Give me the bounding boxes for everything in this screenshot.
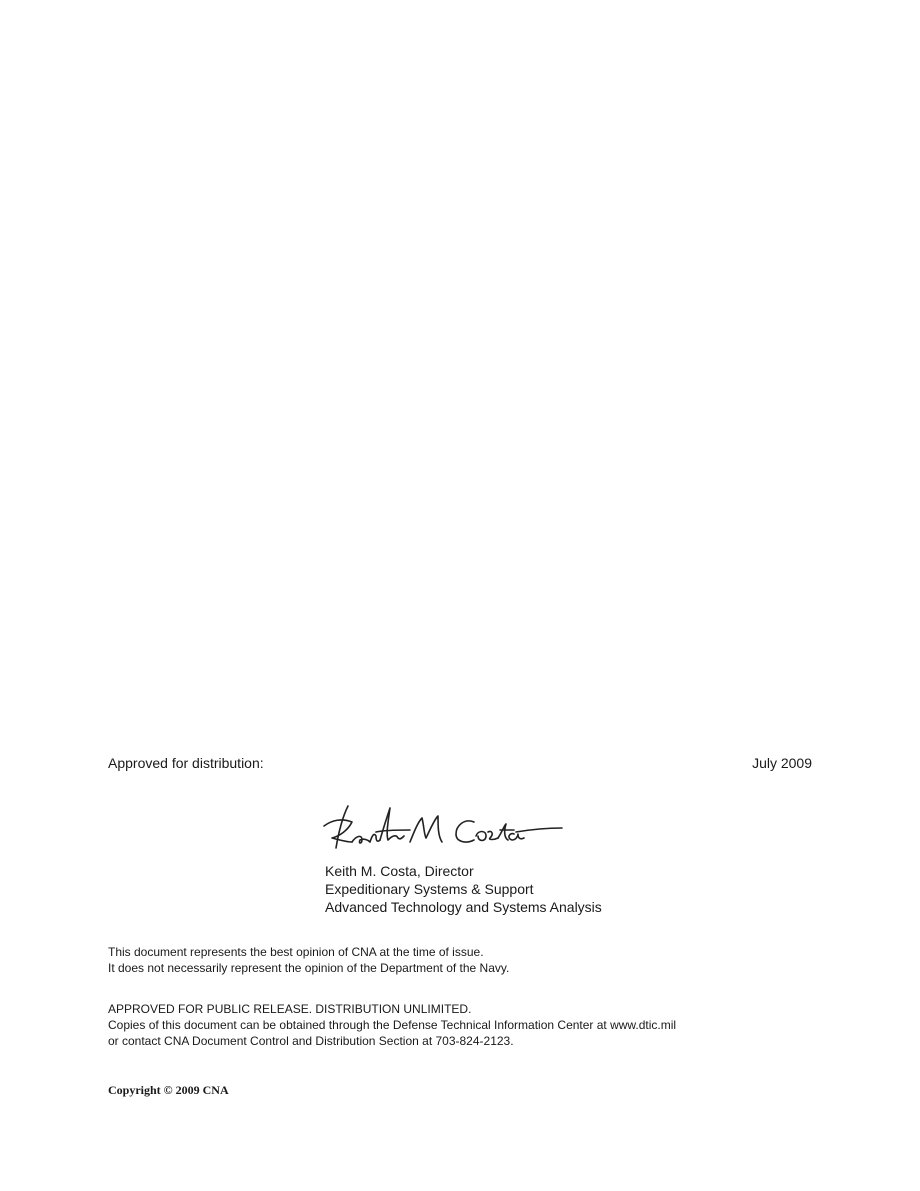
- copyright: Copyright © 2009 CNA: [108, 1083, 229, 1097]
- disclaimer: [108, 944, 509, 976]
- release-line-2: Copies of this document can be obtained through the Defense Technical Information Center at www.dtic.mil: [108, 1018, 677, 1032]
- signer-name-title: Keith M. Costa, Director: [325, 863, 474, 879]
- approval-label: Approved for distribution:: [108, 755, 264, 771]
- approval-date: July 2009: [752, 755, 812, 771]
- release-line-3: or contact CNA Document Control and Distribution Section at 703-824-2123.: [108, 1034, 514, 1048]
- release-line-1: APPROVED FOR PUBLIC RELEASE. DISTRIBUTION UNLIMITED.: [108, 1002, 472, 1016]
- disclaimer-line-1: This document represents the best opinion of CNA at the time of issue.: [108, 945, 484, 959]
- signature-image: [318, 796, 568, 858]
- disclaimer-line-2: It does not necessarily represent the opinion of the Department of the Navy.: [108, 961, 510, 975]
- approval-row: [108, 754, 812, 772]
- signer-block: [325, 862, 602, 916]
- release-notice: [108, 1001, 676, 1049]
- signer-division: Advanced Technology and Systems Analysis: [325, 899, 602, 915]
- signer-department: Expeditionary Systems & Support: [325, 881, 534, 897]
